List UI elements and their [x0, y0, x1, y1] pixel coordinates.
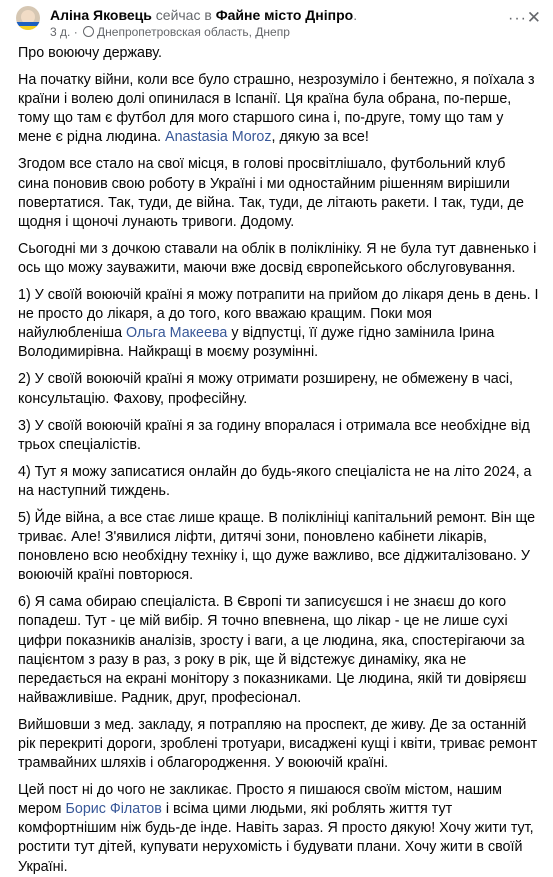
- post-paragraph: 3) У своїй воюючій країні я за годину впоралася і отримала все необхідне від трьох спеціалістів.: [18, 417, 530, 453]
- post-paragraph: 4) Тут я можу записатися онлайн до будь-якого спеціаліста не на літо 2024, а на наступний тиждень.: [18, 463, 532, 499]
- group-name[interactable]: Файне місто Дніпро: [215, 7, 354, 23]
- globe-icon: [83, 26, 94, 37]
- post-paragraph: На початку війни, коли все було страшно, незрозуміло і бентежно, я поїхала з країни і волею долі опинилася в Іспанії. Ця країна була обрана, по-перше, тому що там є футбол для мого старшого сина і, по-друге, тому що там у мене є рідна людина. Anastasia Moroz, дякую за все!: [18, 72, 535, 146]
- post-paragraph: 1) У своїй воюючій країні я можу потрапити на прийом до лікаря день в день. І не просто до лікаря, а до того, кого вважаю кращим. Поки моя найулюбленіша Ольга Макеева у відпустці, її дуже гідно замінила Ірина Володимирівна. Найкращі в моєму розумінні.: [18, 287, 539, 361]
- title-period: .: [353, 7, 358, 23]
- post-paragraph: Сьогодні ми з дочкою ставали на облік в поліклініку. Я не була тут давненько і ось що можу зауважити, маючи вже досвід європейського обслуговування.: [18, 240, 537, 276]
- post-body: [12, 44, 541, 877]
- post-paragraph: 5) Йде війна, а все стає лише краще. В поліклініці капітальний ремонт. Він ще триває. Але! З'явилися ліфти, дитячі зони, поновлено кабінети лікарів, поновлено всю необхідну техніку і, що дуже важливо, все діджиталізовано. У воюючій країні повторюся.: [18, 509, 536, 584]
- post-time[interactable]: 3 д.: [50, 25, 71, 39]
- more-options-icon[interactable]: ···: [508, 10, 527, 27]
- post-paragraph: Про воюючу державу.: [18, 45, 162, 61]
- post-paragraph: 2) У своїй воюючій країні я можу отримати розширену, не обмежену в часі, консультацію. Фахову, професійну.: [18, 371, 514, 407]
- close-icon[interactable]: ✕: [526, 8, 541, 27]
- mention-link[interactable]: Ольга Макеева: [126, 325, 228, 342]
- post-paragraph: Згодом все стало на свої місця, в голові просвітлішало, футбольний клуб сина поновив свою роботу в Україні і ми одностайним рішенням вирішили повертатися. Так, туди, де війна. Так, туди, де літають ракети. І так, туди, де щодня і щоночі лунають тривоги. Додому.: [18, 156, 524, 230]
- post-meta: [50, 25, 290, 39]
- post-header: [12, 0, 541, 44]
- post-title-line: [50, 6, 357, 24]
- post-paragraph: 6) Я сама обираю спеціаліста. В Європі ти записуєшся і не знаєш до кого попадеш. Тут - це мій вибір. Я точно впевнена, що лікар - це не лише сухі цифри показників аналізів, зросту і ваги, а це людина, яка, спостерігаючи за пацієнтом з разу в раз, з року в рік, ще й відстежує динаміку, яка не передається на екрані монітору з показниками. Це людина, якій ти довіряєш найважливіше. Радник, друг, професіонал.: [18, 594, 527, 706]
- post-paragraph: Цей пост ні до чого не закликає. Просто я пишаюся своїм містом, нашим мером Борис Філатов і всіма цими людьми, які роблять життя тут комфортнішим ніж будь-де інде. Навіть зараз. Я просто дякую! Хочу жити тут, ростити тут дітей, купувати нерухомість і будувати плани. Хочу жити в своїй Україні.: [18, 782, 534, 875]
- ukraine-flag-icon: [16, 22, 40, 30]
- title-separator: сейчас в: [155, 7, 212, 23]
- post-paragraph: Вийшовши з мед. закладу, я потрапляю на проспект, де живу. Де за останній рік перекриті дороги, зроблені тротуари, висаджені кущі і квіти, триває ремонт трамвайних шляхів і облагородження. У воюючій країні.: [18, 716, 538, 772]
- meta-dot: ·: [73, 25, 78, 39]
- author-avatar[interactable]: [16, 6, 40, 30]
- mention-link[interactable]: Anastasia Moroz: [165, 129, 272, 146]
- author-name[interactable]: Аліна Яковець: [50, 7, 152, 23]
- post-location[interactable]: Днепропетровская область, Днепр: [97, 25, 290, 39]
- mention-link[interactable]: Борис Філатов: [65, 801, 162, 818]
